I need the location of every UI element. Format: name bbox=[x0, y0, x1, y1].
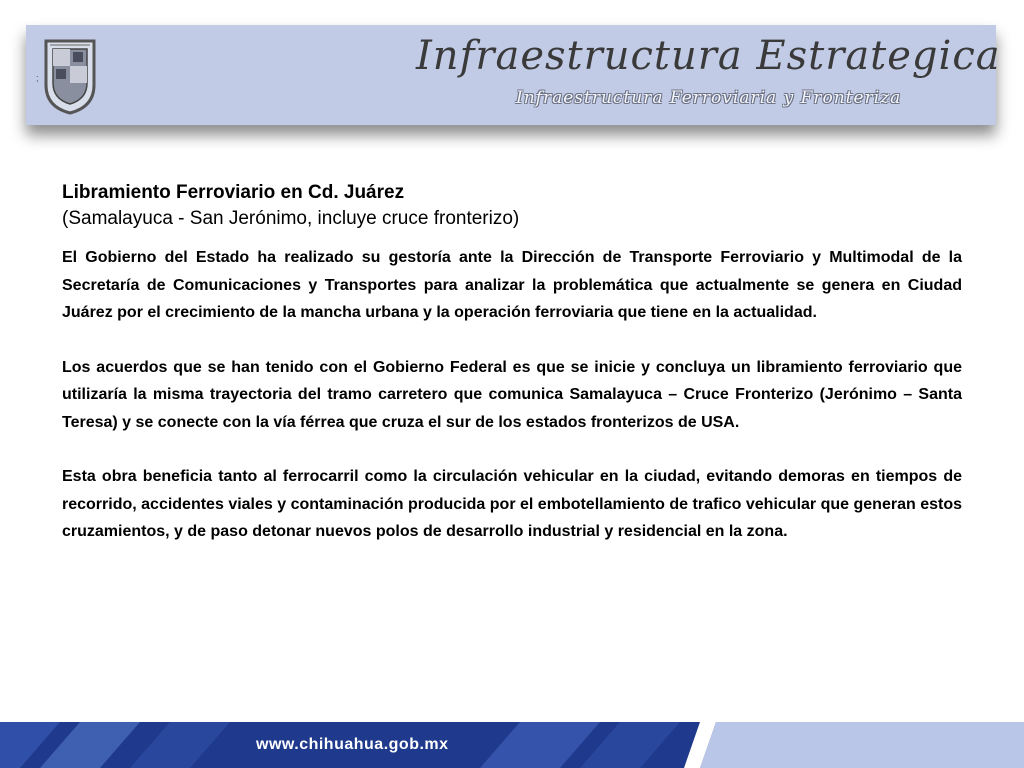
website-link[interactable]: www.chihuahua.gob.mx bbox=[256, 736, 449, 753]
header-banner bbox=[26, 25, 1001, 125]
section-subheading: (Samalayuca - San Jerónimo, incluye cruce fronterizo) bbox=[62, 208, 520, 229]
paragraph-2: Los acuerdos que se han tenido con el Gobierno Federal es que se inicie y concluya un libramiento ferroviario que utilizaría la misma trayectoria del tramo carretero que comunica Samalayuca – Cruce Fronterizo (Jerónimo – Santa Teresa) y se conecte con la vía férrea que cruza el sur de los estados fronterizos de USA. bbox=[62, 358, 962, 431]
paragraph-3: Esta obra beneficia tanto al ferrocarril como la circulación vehicular en la ciudad, evitando demoras en tiempos de recorrido, accidentes viales y contaminación producida por el embotellamiento de trafico vehicular que generan estos cruzamientos, y de paso detonar nuevos polos de desarrollo industrial y residencial en la zona. bbox=[62, 468, 962, 540]
main-content bbox=[62, 180, 962, 573]
page-title: Infraestructura Estrategica bbox=[416, 33, 1001, 79]
coat-of-arms-icon bbox=[42, 35, 98, 115]
footer-background bbox=[0, 722, 1024, 768]
page-subtitle: Infraestructura Ferroviaria y Fronteriza bbox=[516, 88, 902, 108]
footer-bar bbox=[0, 722, 1024, 768]
dot-mark: ; bbox=[36, 73, 39, 83]
section-heading: Libramiento Ferroviario en Cd. Juárez bbox=[62, 182, 405, 203]
paragraph-1: El Gobierno del Estado ha realizado su gestoría ante la Dirección de Transporte Ferroviario y Multimodal de la Secretaría de Comunicaciones y Transportes para analizar la problemática que actualmente se genera en Ciudad Juárez por el crecimiento de la mancha urbana y la operación ferroviaria que tiene en la actualidad. bbox=[62, 249, 962, 321]
